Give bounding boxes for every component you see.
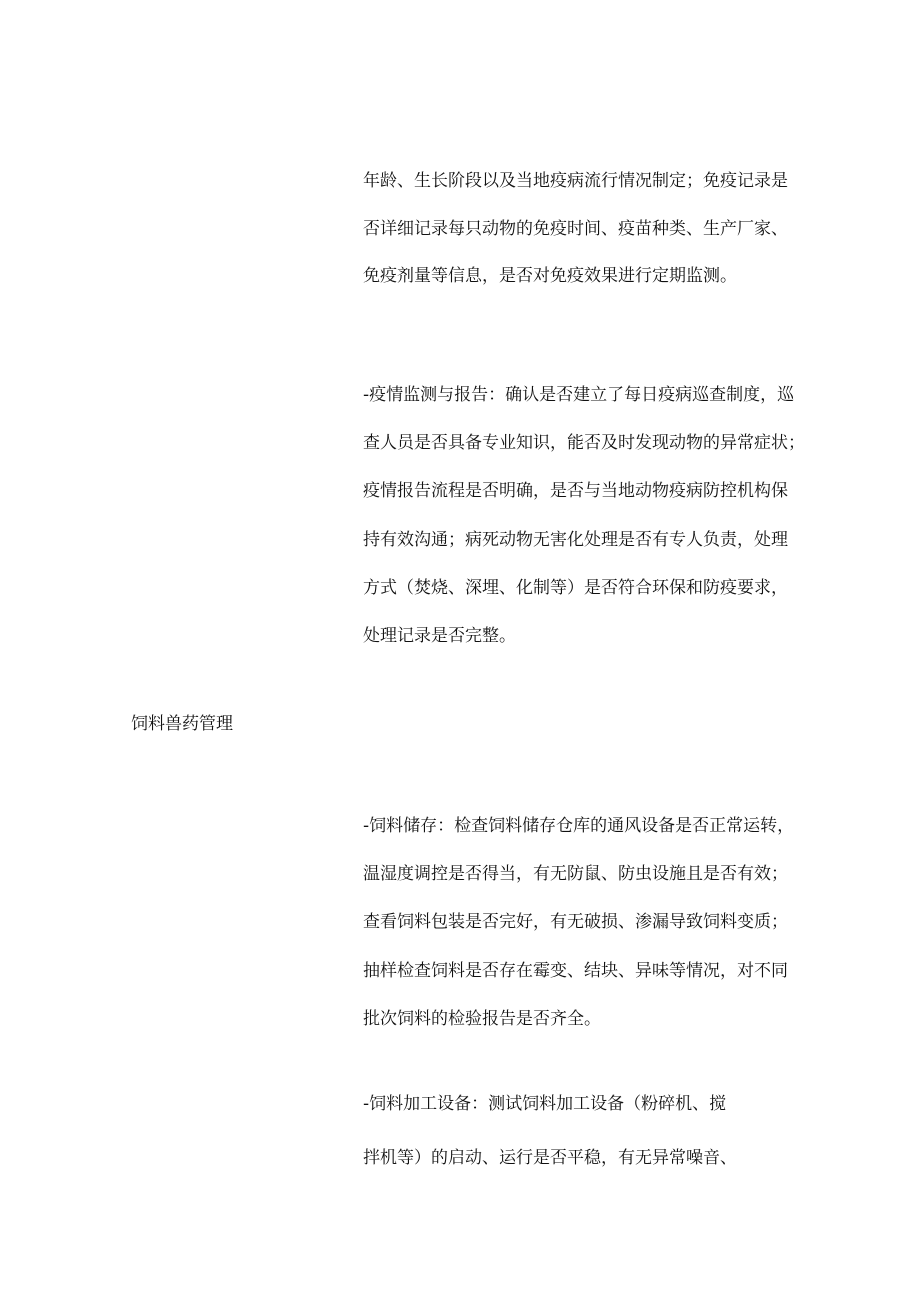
- text-line: -饲料储存：检查饲料储存仓库的通风设备是否正常运转，: [363, 816, 795, 836]
- text-line: 否详细记录每只动物的免疫时间、疫苗种类、生产厂家、: [363, 219, 788, 239]
- text-line: 批次饲料的检验报告是否齐全。: [363, 1009, 601, 1029]
- section-heading: 饲料兽药管理: [131, 714, 233, 734]
- text-line: 免疫剂量等信息，是否对免疫效果进行定期监测。: [363, 266, 737, 286]
- text-line: 温湿度调控是否得当，有无防鼠、防虫设施且是否有效；: [363, 864, 788, 884]
- text-line: -饲料加工设备：测试饲料加工设备（粉碎机、搅: [363, 1094, 727, 1114]
- text-line: 方式（焚烧、深埋、化制等）是否符合环保和防疫要求，: [363, 578, 788, 598]
- text-line: 疫情报告流程是否明确，是否与当地动物疫病防控机构保: [363, 481, 788, 501]
- text-line: 处理记录是否完整。: [363, 626, 516, 646]
- text-line: 拌机等）的启动、运行是否平稳，有无异常噪音、: [363, 1148, 737, 1168]
- text-line: 查人员是否具备专业知识，能否及时发现动物的异常症状；: [363, 433, 805, 453]
- text-line: 年龄、生长阶段以及当地疫病流行情况制定；免疫记录是: [363, 171, 788, 191]
- text-line: 查看饲料包装是否完好，有无破损、渗漏导致饲料变质；: [363, 912, 788, 932]
- text-line: -疫情监测与报告：确认是否建立了每日疫病巡查制度，巡: [363, 385, 795, 405]
- text-line: 抽样检查饲料是否存在霉变、结块、异味等情况，对不同: [363, 961, 788, 981]
- text-line: 持有效沟通；病死动物无害化处理是否有专人负责，处理: [363, 530, 788, 550]
